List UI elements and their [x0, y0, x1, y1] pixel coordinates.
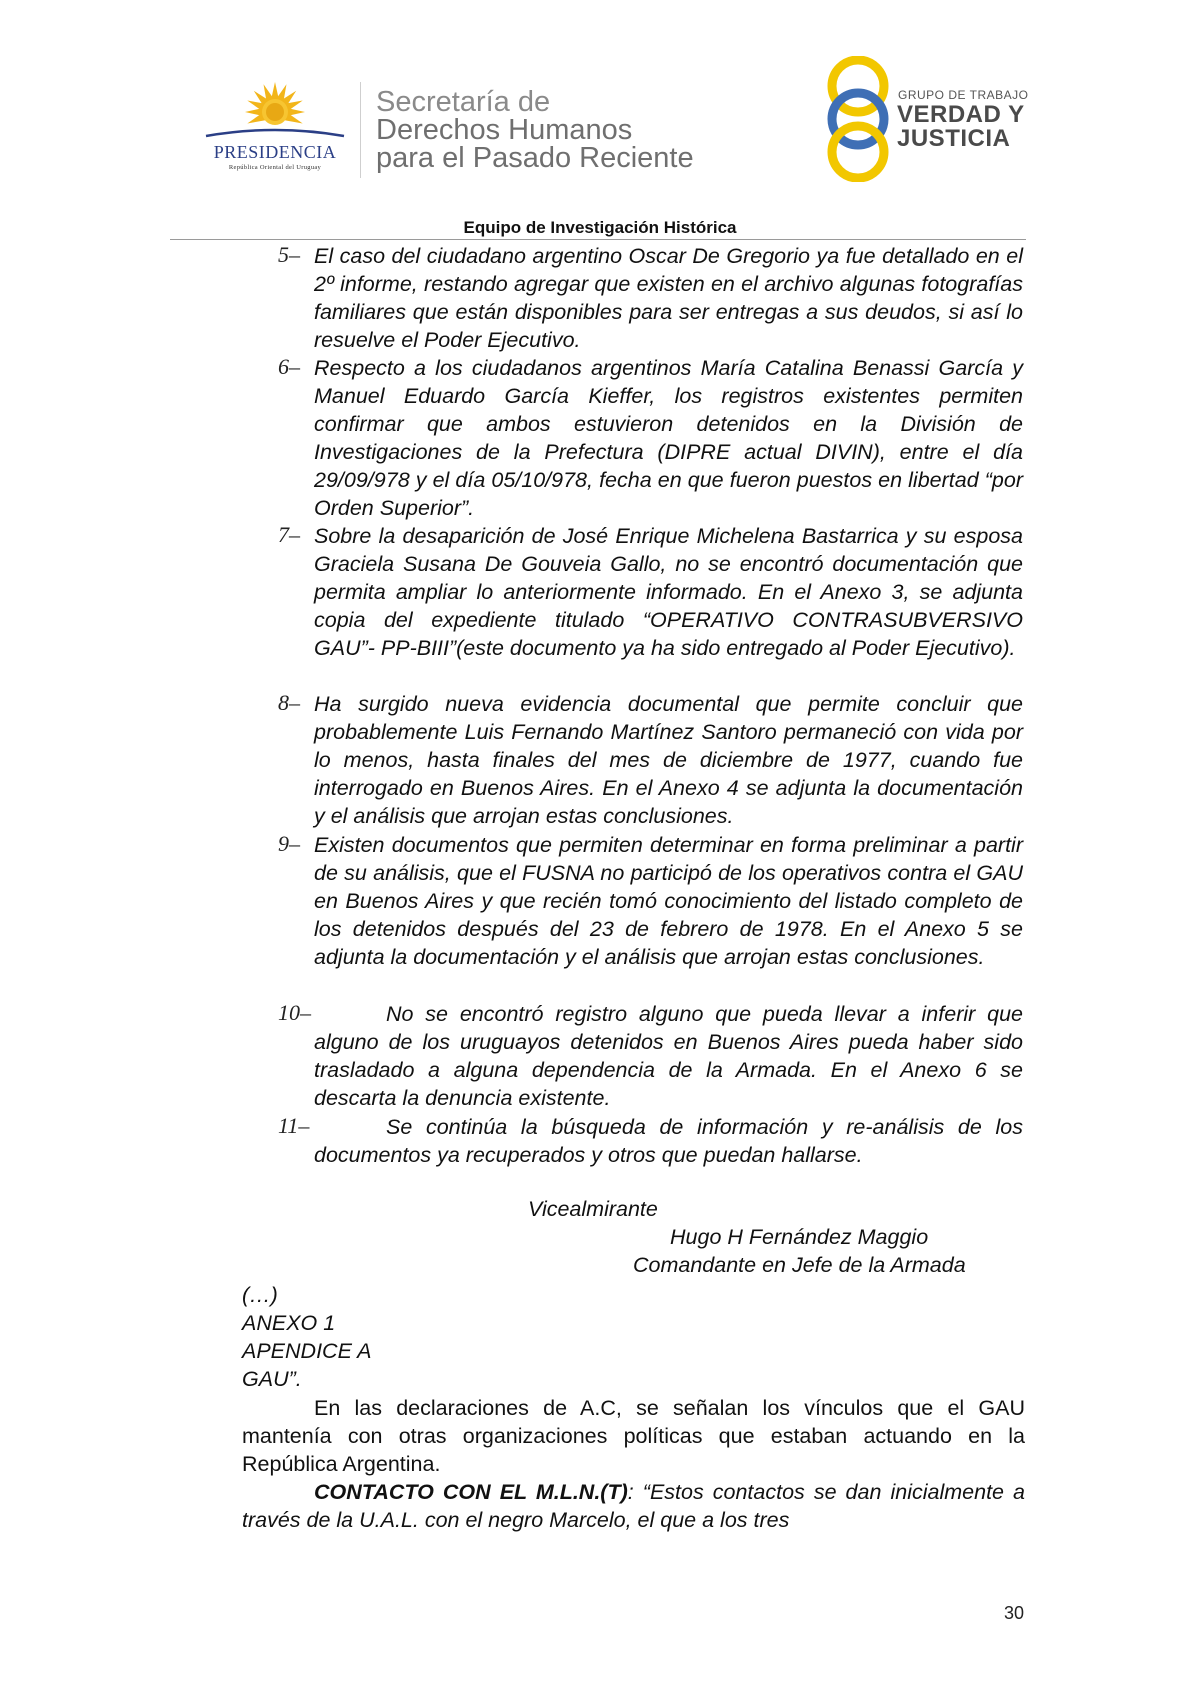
signature-name: Hugo H Fernández Maggio: [670, 1225, 929, 1249]
presidencia-wordmark: PRESIDENCIA: [213, 142, 337, 162]
logo-divider: [360, 82, 361, 178]
list-item-number: 6–: [278, 354, 300, 379]
contact-heading: CONTACTO CON EL M.L.N.(T): [314, 1480, 628, 1504]
list-item-text: Se continúa la búsqueda de información y re-análisis de los documentos ya recuperados y otros que puedan hallarse.: [314, 1115, 1023, 1167]
gtvj-title-line-2: JUSTICIA: [897, 125, 1011, 152]
list-item-number: 7–: [278, 522, 300, 547]
list-item-text: Respecto a los ciudadanos argentinos María Catalina Benassi García y Manuel Eduardo García Kieffer, los registros existentes permiten confirmar que ambos estuvieron detenidos en la División de Investigaciones de la Prefectura (DIPRE actual DIVIN), entre el día 29/09/978 y el día 05/10/978, fecha en que fueron puestos en libertad “por Orden Superior”.: [314, 356, 1023, 520]
list-item-text: Sobre la desaparición de José Enrique Michelena Bastarrica y su esposa Graciela Susana De Gouveia Gallo, no se encontró documentación que permita ampliar lo anteriormente informado. En el Anexo 3, se adjunta copia del expediente titulado “OPERATIVO CONTRASUBVERSIVO GAU”- PP-BIII”(este documento ya ha sido entregado al Poder Ejecutivo).: [314, 524, 1023, 660]
appendix-subheading: GAU”.: [242, 1367, 302, 1391]
sun-emblem-icon: [196, 78, 354, 178]
page-number: 30: [1004, 1603, 1025, 1623]
team-heading: Equipo de Investigación Histórica: [463, 218, 737, 237]
list-item-text: Existen documentos que permiten determinar en forma preliminar a partir de su análisis, que el FUSNA no participó de los operativos contra el GAU en Buenos Aires y que recién tomó conocimiento del listado completo de los detenidos después del 23 de febrero de 1978. En el Anexo 5 se adjunta la documentación y el análisis que arrojan estas conclusiones.: [314, 833, 1023, 969]
gtvj-subtitle: GRUPO DE TRABAJO: [898, 88, 1029, 102]
appendix-heading: APENDICE A: [242, 1339, 372, 1363]
interlocked-rings-icon: [822, 56, 894, 182]
contact-text: : “Estos contactos se dan inicialmente a través de la U.A.L. con el negro Marcelo, el que a los tres: [242, 1480, 1025, 1532]
secretaria-line-2: Derechos Humanos: [376, 114, 633, 146]
list-item-number: 9–: [278, 831, 300, 856]
list-item-number: 10–: [278, 1000, 311, 1025]
annex-paragraph: En las declaraciones de A.C, se señalan los vínculos que el GAU mantenía con otras organizaciones políticas que estaban actuando en la República Argentina.: [242, 1396, 1025, 1476]
header-rule: [170, 239, 1026, 240]
gtvj-title-line-1: VERDAD Y: [897, 101, 1025, 128]
gtvj-title: [897, 103, 1025, 151]
secretaria-line-3: para el Pasado Reciente: [376, 142, 694, 174]
list-item-number: 5–: [278, 242, 300, 267]
ellipsis-marker: (…): [242, 1283, 278, 1307]
signature-title: Comandante en Jefe de la Armada: [633, 1253, 966, 1277]
contact-paragraph: [242, 1478, 1025, 1534]
list-item-number: 8–: [278, 690, 300, 715]
presidencia-subtitle: República Oriental del Uruguay: [228, 164, 322, 171]
list-item-number: 11–: [278, 1113, 310, 1138]
signature-rank: Vicealmirante: [528, 1197, 658, 1221]
secretaria-line-1: Secretaría de: [376, 86, 551, 118]
secretaria-title: [376, 88, 694, 172]
annex-heading: ANEXO 1: [242, 1311, 336, 1335]
list-item-text: Ha surgido nueva evidencia documental que permite concluir que probablemente Luis Fernando Martínez Santoro permaneció con vida por lo menos, hasta finales del mes de diciembre de 1977, cuando fue interrogado en Buenos Aires. En el Anexo 4 se adjunta la documentación y el análisis que arrojan estas conclusiones.: [314, 692, 1023, 828]
list-item-text: El caso del ciudadano argentino Oscar De Gregorio ya fue detallado en el 2º informe, restando agregar que existen en el archivo algunas fotografías familiares que están disponibles para ser entregas a sus deudos, si así lo resuelve el Poder Ejecutivo.: [314, 244, 1023, 352]
list-item-text: No se encontró registro alguno que pueda llevar a inferir que alguno de los uruguayos detenidos en Buenos Aires pueda haber sido trasladado a alguna dependencia de la Armada. En el Anexo 6 se descarta la denuncia existente.: [314, 1002, 1023, 1110]
page-header: [0, 0, 1190, 240]
